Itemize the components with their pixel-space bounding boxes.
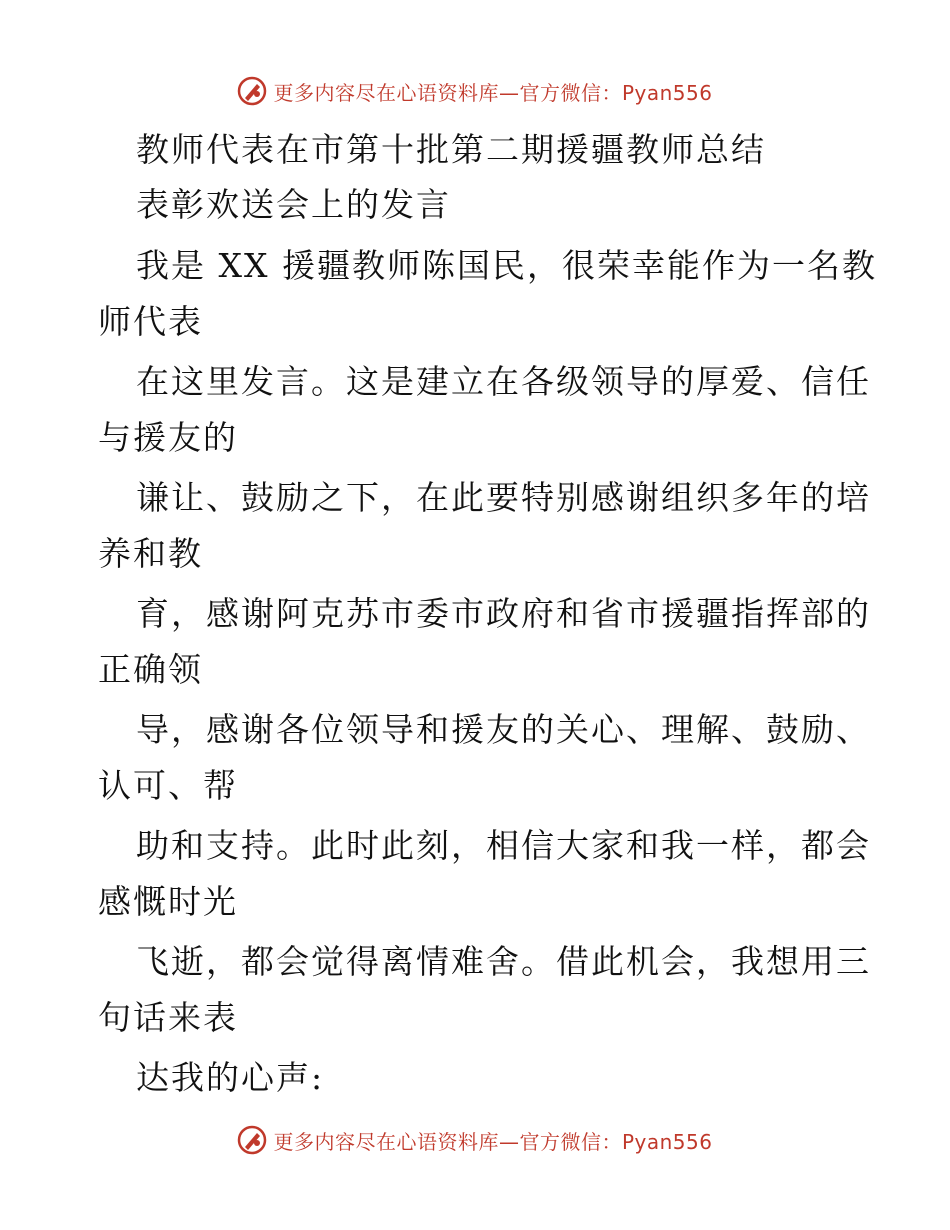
- paragraph-line: 育，感谢阿克苏市委市政府和省市援疆指挥部的: [136, 594, 871, 633]
- footer-watermark-banner: [0, 1120, 950, 1160]
- header-watermark-banner: [0, 71, 950, 111]
- watermark-text: 更多内容尽在心语资料库—官方微信：Pyan556: [273, 80, 713, 105]
- paragraph-line: 助和支持。此时此刻，相信大家和我一样，都会: [136, 826, 871, 865]
- pen-seal-icon: [237, 1125, 267, 1155]
- paragraph-line: 达我的心声:: [136, 1058, 325, 1097]
- document-title-line-1: 教师代表在市第十批第二期援疆教师总结: [136, 130, 766, 169]
- paragraph-line: 认可、帮: [98, 766, 238, 805]
- paragraph-line: 我是 XX 援疆教师陈国民，很荣幸能作为一名教: [136, 246, 877, 285]
- pen-seal-icon: [237, 76, 267, 106]
- paragraph-line: 谦让、鼓励之下，在此要特别感谢组织多年的培: [136, 478, 871, 517]
- paragraph-line: 正确领: [98, 650, 203, 689]
- paragraph-line: 养和教: [98, 534, 203, 573]
- paragraph-line: 飞逝，都会觉得离情难舍。借此机会，我想用三: [136, 942, 871, 981]
- paragraph-line: 感慨时光: [98, 882, 238, 921]
- paragraph-line: 句话来表: [98, 998, 238, 1037]
- document-title-line-2: 表彰欢送会上的发言: [136, 185, 451, 224]
- paragraph-line: 师代表: [98, 302, 203, 341]
- paragraph-line: 导，感谢各位领导和援友的关心、理解、鼓励、: [136, 710, 871, 749]
- paragraph-line: 与援友的: [98, 418, 238, 457]
- watermark-text: 更多内容尽在心语资料库—官方微信：Pyan556: [273, 1129, 713, 1154]
- paragraph-line: 在这里发言。这是建立在各级领导的厚爱、信任: [136, 362, 871, 401]
